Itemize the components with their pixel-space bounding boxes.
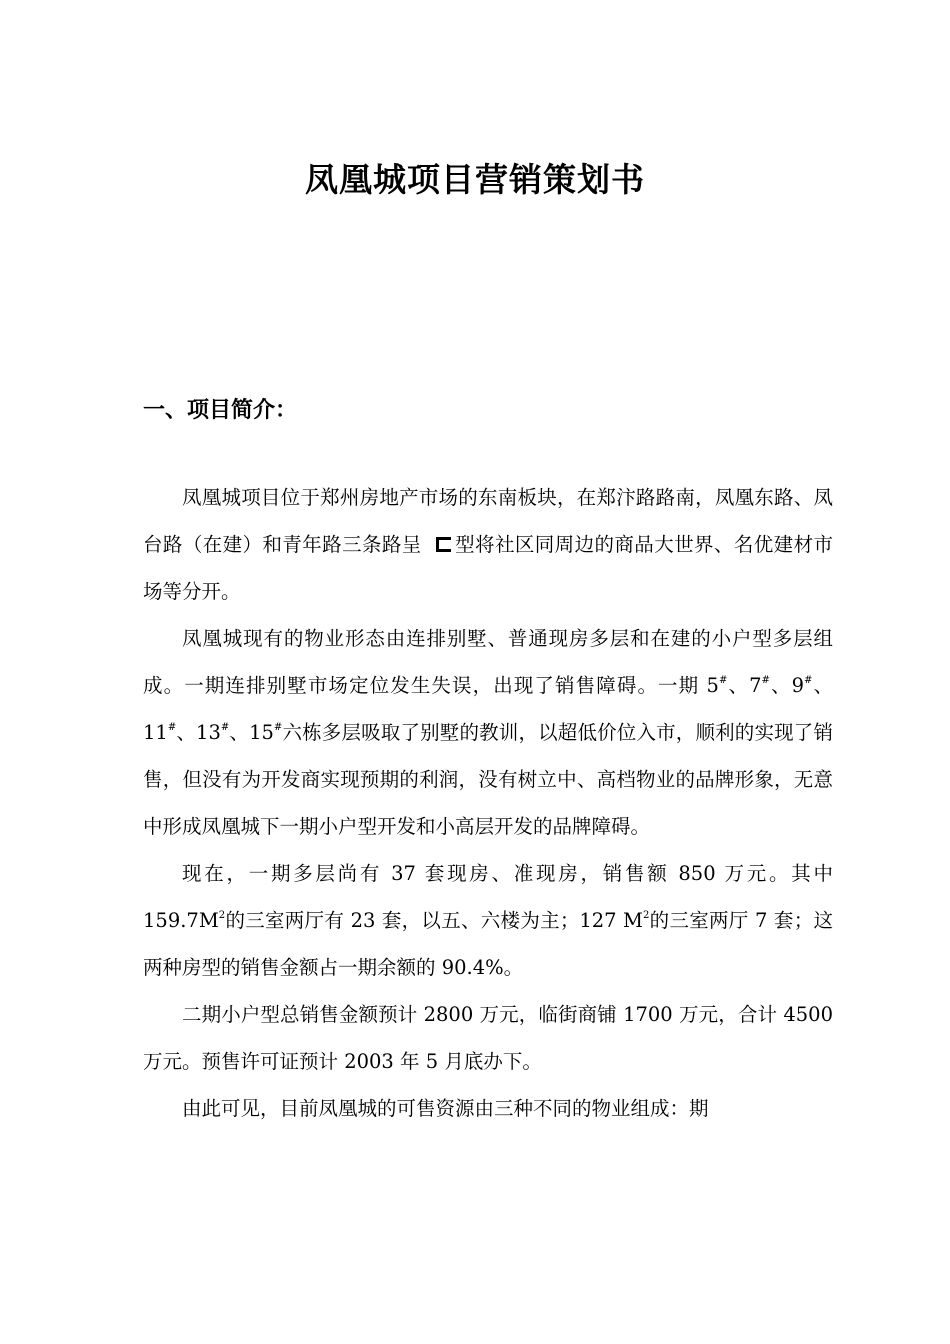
bracket-shape-icon	[436, 537, 451, 552]
paragraph-text: 、15	[229, 721, 274, 744]
paragraph-text: 型将社区同周边的商品大世界、名优建材市场等分开。	[143, 533, 833, 603]
paragraph-summary: 由此可见，目前凤凰城的可售资源由三种不同的物业组成：期	[182, 1097, 709, 1120]
paragraph-property-forms	[143, 615, 833, 850]
building-number-mark: #	[167, 722, 177, 733]
paragraph-location	[143, 474, 833, 615]
building-number-mark: #	[220, 722, 230, 733]
paragraph-text: 的三室两厅有 23 套，以五、六楼为主；127 M	[225, 909, 644, 932]
paragraph-text: 六栋多层吸取了别墅的教训，以超低价位入市，顺利的实现了销售，但没有为开发商实现预期的利润，没有树立中、高档物业的品牌形象，无意中形成凤凰城下一期小户型开发和小高层开发的品牌障碍。	[143, 721, 833, 838]
paragraph-phase-two: 二期小户型总销售金额预计 2800 万元，临街商铺 1700 万元，合计 4500 万元。预售许可证预计 2003 年 5 月底办下。	[143, 1003, 833, 1073]
area-unit-superscript: 2	[643, 910, 650, 921]
building-number-mark: #	[718, 675, 728, 686]
document-title: 凤凰城项目营销策划书	[305, 160, 645, 199]
building-number-mark: #	[273, 722, 283, 733]
paragraph-text: 现在，一期多层尚有 37 套现房、准现房，销售额 850 万元。其中 159.7M	[143, 862, 833, 932]
paragraph-text: 凤凰城项目位于郑州房地产市场的东南板块，在郑汴路路南，凤凰东路、凤台路（在建）和青年路三条路呈	[143, 486, 833, 556]
section-body	[143, 474, 833, 1132]
paragraph-text: 、11	[143, 674, 833, 744]
paragraph-text: 的三室两厅 7 套；这两种房型的销售金额占一期余额的 90.4%。	[143, 909, 833, 979]
section-heading: 一、项目简介：	[143, 397, 298, 423]
paragraph-current-inventory	[143, 850, 833, 991]
building-number-mark: #	[761, 675, 770, 686]
area-unit-superscript: 2	[218, 910, 226, 921]
paragraph-text: 、9	[769, 674, 804, 697]
building-number-mark: #	[804, 675, 813, 686]
paragraph-text: 凤凰城现有的物业形态由连排别墅、普通现房多层和在建的小户型多层组成。一期连排别墅市场定位发生失误，出现了销售障碍。一期 5	[143, 627, 833, 697]
paragraph-text: 、13	[176, 721, 221, 744]
paragraph-text: 、7	[727, 674, 762, 697]
